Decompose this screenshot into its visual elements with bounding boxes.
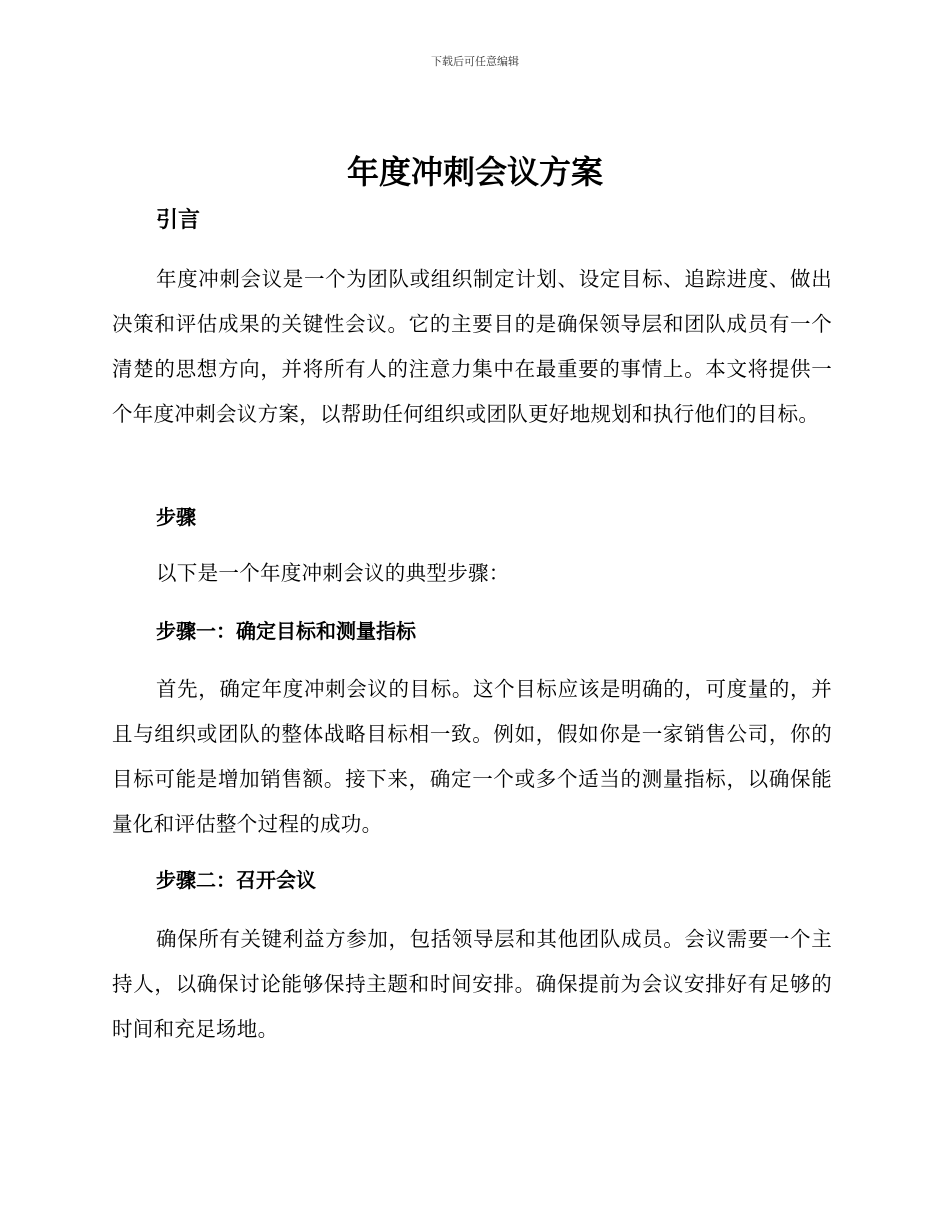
intro-heading: 引言 <box>156 208 201 233</box>
step1-paragraph: 首先，确定年度冲刺会议的目标。这个目标应该是明确的，可度量的，并且与组织或团队的整体战略目标相一致。例如，假如你是一家销售公司，你的目标可能是增加销售额。接下来，确定一个或多个适当的测量指标，以确保能量化和评估整个过程的成功。 <box>112 677 832 836</box>
step1-heading: 步骤一：确定目标和测量指标 <box>156 619 416 643</box>
step2-heading: 步骤二：召开会议 <box>156 868 316 892</box>
steps-heading: 步骤 <box>156 505 196 529</box>
intro-paragraph: 年度冲刺会议是一个为团队或组织制定计划、设定目标、追踪进度、做出决策和评估成果的关键性会议。它的主要目的是确保领导层和团队成员有一个清楚的思想方向，并将所有人的注意力集中在最重要的事情上。本文将提供一个年度冲刺会议方案，以帮助任何组织或团队更好地规划和执行他们的目标。 <box>112 267 832 426</box>
steps-intro: 以下是一个年度冲刺会议的典型步骤： <box>156 561 510 585</box>
step2-paragraph: 确保所有关键利益方参加，包括领导层和其他团队成员。会议需要一个主持人，以确保讨论能够保持主题和时间安排。确保提前为会议安排好有足够的时间和充足场地。 <box>112 927 832 1041</box>
document-title: 年度冲刺会议方案 <box>346 153 603 191</box>
page-header-note: 下载后可任意编辑 <box>431 55 519 68</box>
